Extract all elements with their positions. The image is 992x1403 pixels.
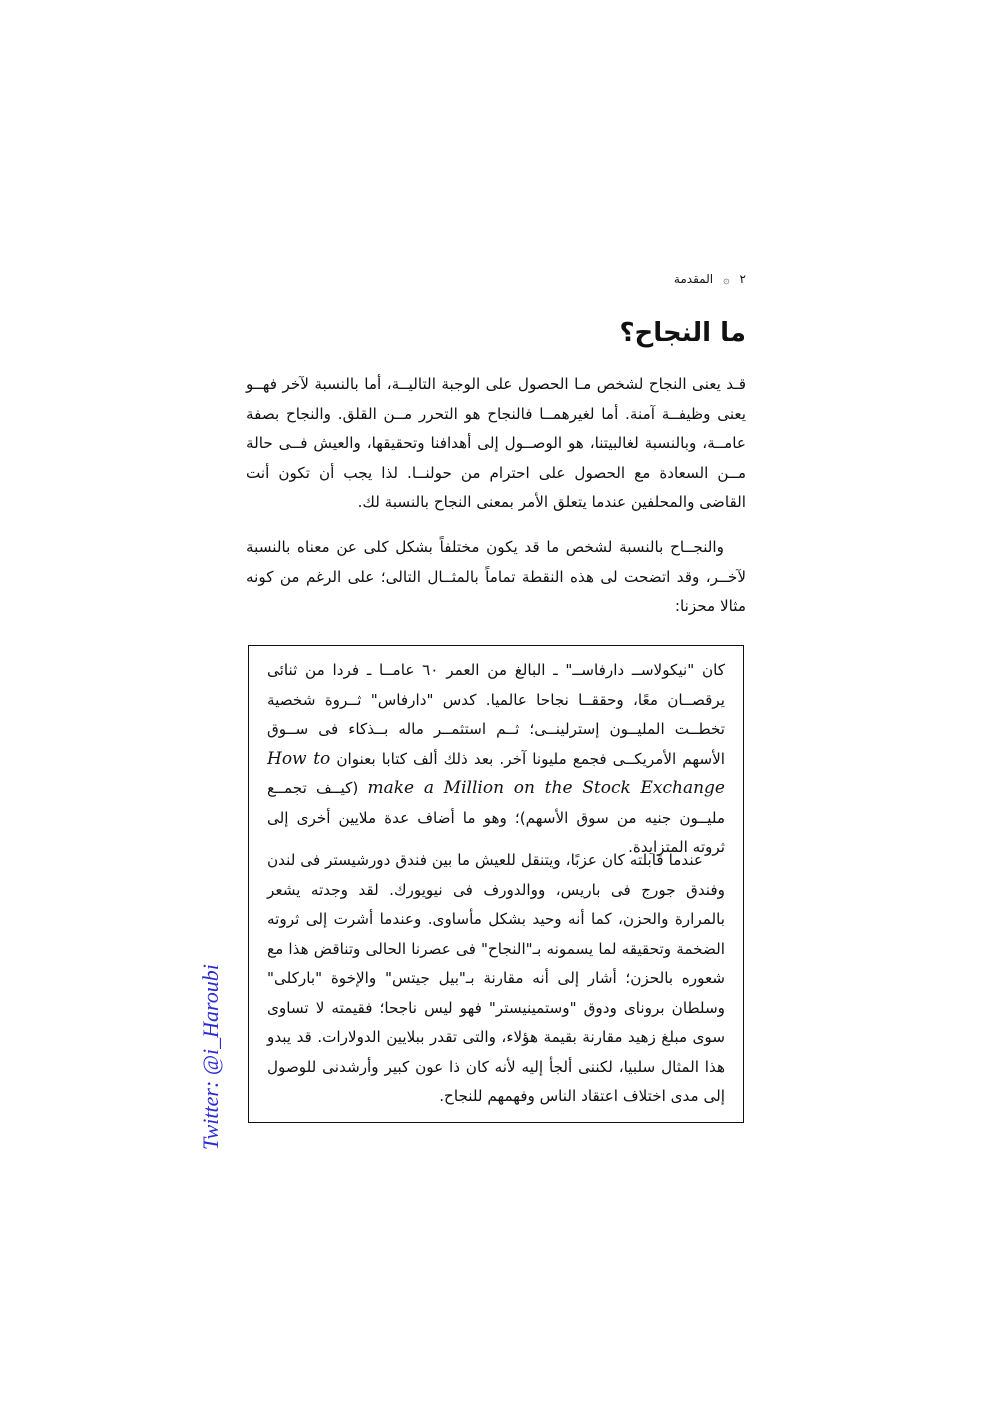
box-paragraph-2: عندما قابلته كان عزبًا، ويتنقل للعيش ما بين فندق دورشيستر فى لندن وفندق جورج فى باريس، ووالدورف فى نيويورك. لقد وجدته يشعر بالمرارة والحزن، كما أنه وحيد بشكل مأساوى. وعندما أشرت إلى ثروته الضخمة وتحقيقه لما يسمونه بـ"النجاح" فى عصرنا الحالى وتناقض هذا مع شعوره بالحزن؛ أشار إلى أنه مقارنة بـ"بيل جيتس" والإخوة "باركلى" وسلطان بروناى ودوق "وستمينيستر" فهو ليس ناجحا؛ فقيمته لا تساوى سوى مبلغ زهيد مقارنة بقيمة هؤلاء، والتى تقدر ببلايين الدولارات. قد يبدو هذا المثال سلبيا، لكننى ألجأ إليه لأنه كان ذا عون كبير وأرشدنى للوصول إلى مدى اختلاف اعتقاد الناس وفهمهم للنجاح. [267, 851, 725, 1105]
page-number: ٢ [739, 272, 746, 286]
box-paragraph-1 [267, 656, 725, 863]
box-paragraph-1-end: (كيــف تجمــع مليــون جنيه من سوق الأسهم)؛ وهو ما أضاف عدة ملايين أخرى إلى ثروته المتزايدة. [267, 779, 725, 856]
page-title: ما النجاح؟ [619, 318, 746, 348]
example-box [248, 645, 744, 1123]
body-paragraph-2: والنجــاح بالنسبة لشخص ما قد يكون مختلفاً بشكل كلى عن معناه بالنسبة لآخــر، وقد اتضحت لى هذه النقطة تماماً بالمثــال التالى؛ على الرغم من كونه مثالا محزنا: [246, 538, 746, 615]
twitter-watermark: Twitter: @i_Haroubi [198, 964, 223, 1150]
book-title-english: How to make a Million on the Stock Exchange [267, 748, 725, 798]
ornament-icon: ۞ [723, 272, 730, 286]
running-head [674, 272, 746, 286]
box-paragraph-1-start: كان "نيكولاســ دارفاســ" ـ البالغ من العمر ٦٠ عامــا ـ فردا من ثنائى يرقصــان معًا، وحققــا نجاحا عالميا. كدس "دارفاس" ثــروة شخصية تخطــت المليــون إسترلينــى؛ ثــم استثمــر ماله بــذكاء فى ســوق الأسهم الأمريكــى فجمع مليونا آخر. بعد ذلك ألف كتابا بعنوان [267, 661, 725, 768]
section-name: المقدمة [673, 272, 714, 286]
body-paragraph-1: قـد يعنى النجاح لشخص مـا الحصول على الوجبة التاليــة، أما بالنسبة لآخر فهــو يعنى وظيفــة آمنة. أما لغيرهمــا فالنجاح هو التحرر مــن القلق. والنجاح بصفة عامــة، وبالنسبة لغالبيتنا، هو الوصــول إلى أهدافنا وتحقيقها، والعيش فــى حالة مــن السعادة مع الحصول على احترام من حولنــا. لذا يجب أن تكون أنت القاضى والمحلفين عندما يتعلق الأمر بمعنى النجاح بالنسبة لك. [246, 375, 746, 511]
